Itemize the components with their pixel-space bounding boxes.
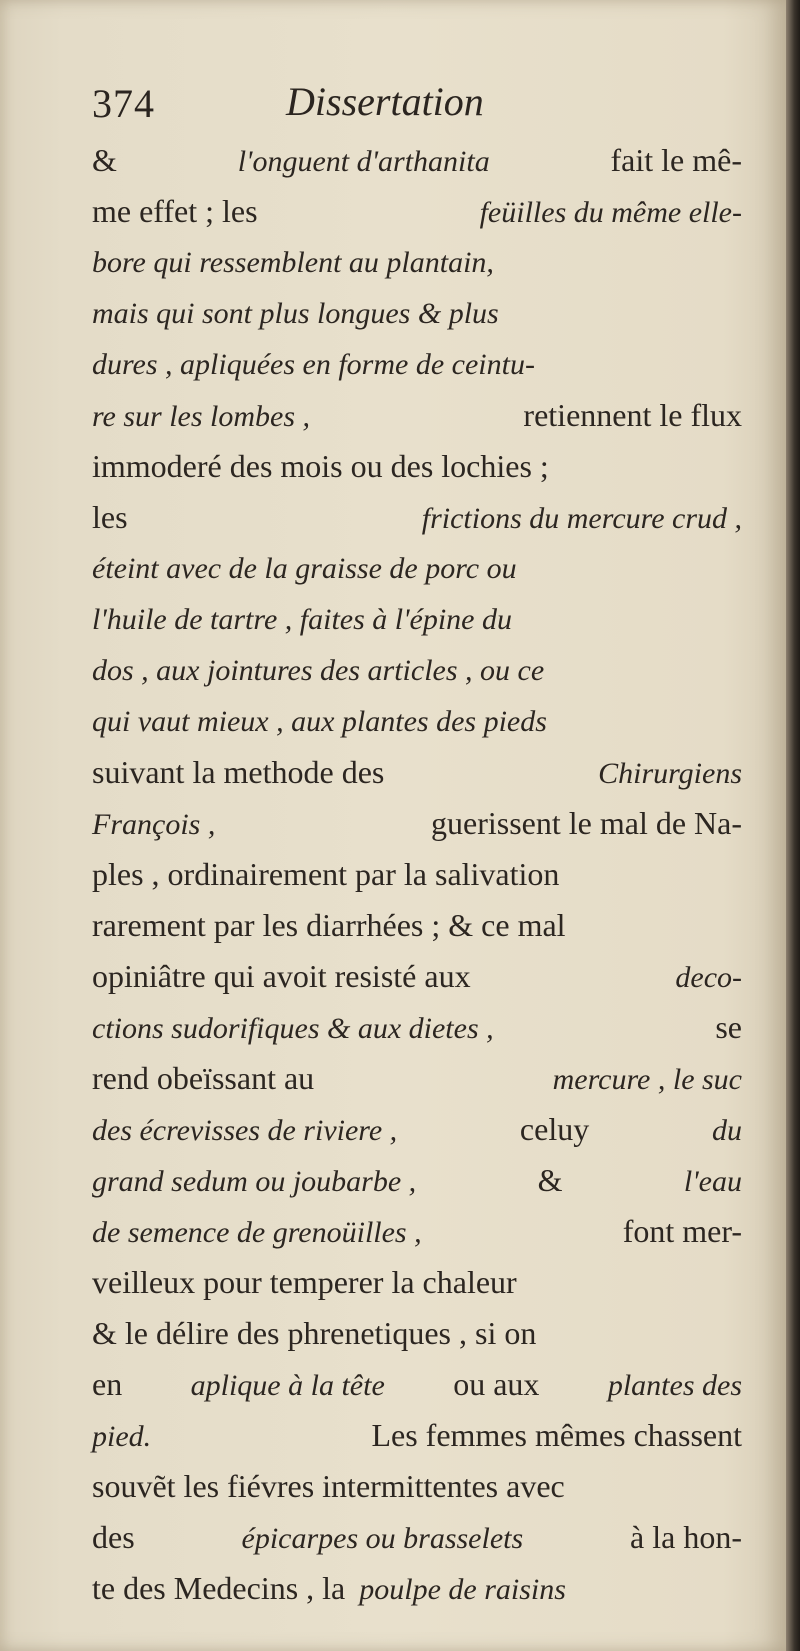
text-line xyxy=(92,339,742,390)
roman-text: & le délire des phrenetiques , si on xyxy=(92,1315,537,1351)
text-line xyxy=(92,1563,742,1614)
italic-text: frictions du mercure crud , xyxy=(421,502,742,535)
roman-text: me effet ; les xyxy=(92,193,258,229)
italic-text: épicarpes ou brasselets xyxy=(241,1522,524,1555)
italic-text: mercure , le suc xyxy=(552,1063,742,1096)
italic-text: bore qui ressemblent au plantain, xyxy=(92,246,494,279)
roman-text: suivant la methode des xyxy=(92,754,385,790)
italic-text: grand sedum ou joubarbe , xyxy=(92,1165,417,1198)
roman-text: souvẽt les fiévres intermittentes avec xyxy=(92,1468,565,1504)
italic-text: poulpe de raisins xyxy=(359,1573,566,1606)
text-line xyxy=(92,1002,742,1053)
italic-text: éteint avec de la graisse de porc ou xyxy=(92,552,517,585)
text-line xyxy=(92,1512,742,1563)
roman-text: font mer- xyxy=(622,1213,742,1249)
roman-text: & xyxy=(537,1162,563,1198)
text-line xyxy=(92,1206,742,1257)
text-line xyxy=(92,696,742,747)
roman-text: rarement par les diarrhées ; & ce mal xyxy=(92,907,566,943)
italic-text: ctions sudorifiques & aux dietes , xyxy=(92,1012,494,1045)
roman-text: ples , ordinairement par la salivation xyxy=(92,856,560,892)
italic-text: l'huile de tartre , faites à l'épine du xyxy=(92,603,512,636)
text-line xyxy=(92,186,742,237)
text-line xyxy=(92,288,742,339)
italic-text: mais qui sont plus longues & plus xyxy=(92,297,499,330)
text-line xyxy=(92,543,742,594)
roman-text: à la hon- xyxy=(630,1519,742,1555)
text-line xyxy=(92,747,742,798)
text-line xyxy=(92,1104,742,1155)
text-line xyxy=(92,900,742,951)
roman-text: rend obeïssant au xyxy=(92,1060,315,1096)
italic-text: de semence de grenoüilles , xyxy=(92,1216,422,1249)
italic-text: dures , apliquées en forme de ceintu- xyxy=(92,348,535,381)
text-line xyxy=(92,1308,742,1359)
roman-text: les xyxy=(92,499,128,535)
text-line xyxy=(92,1461,742,1512)
text-line xyxy=(92,1053,742,1104)
body-text xyxy=(92,135,742,1614)
italic-text: feüilles du même elle- xyxy=(479,196,742,229)
italic-text: Chirurgiens xyxy=(598,757,742,790)
roman-text: retiennent le flux xyxy=(523,397,742,433)
roman-text: veilleux pour temperer la chaleur xyxy=(92,1264,517,1300)
text-line xyxy=(92,135,742,186)
page-header xyxy=(92,78,692,138)
italic-text: l'eau xyxy=(683,1165,742,1198)
text-line xyxy=(92,951,742,1002)
text-line xyxy=(92,390,742,441)
text-line xyxy=(92,849,742,900)
roman-text: des xyxy=(92,1519,135,1555)
text-line xyxy=(92,1359,742,1410)
page-number: 374 xyxy=(92,81,155,126)
roman-text: se xyxy=(715,1009,742,1045)
roman-text: fait le mê- xyxy=(610,142,742,178)
text-line xyxy=(92,594,742,645)
text-line xyxy=(92,1155,742,1206)
page-edge xyxy=(786,0,800,1651)
roman-text: & xyxy=(92,142,117,178)
italic-text: re sur les lombes , xyxy=(92,400,311,433)
italic-text: plantes des xyxy=(607,1369,742,1402)
italic-text: du xyxy=(711,1114,742,1147)
text-line xyxy=(92,645,742,696)
roman-text: ou aux xyxy=(453,1366,540,1402)
text-line xyxy=(92,798,742,849)
roman-text: celuy xyxy=(519,1111,590,1147)
text-line xyxy=(92,1410,742,1461)
roman-text: en xyxy=(92,1366,123,1402)
italic-text: des écrevisses de riviere , xyxy=(92,1114,398,1147)
running-title: Dissertation xyxy=(286,79,484,124)
italic-text: dos , aux jointures des articles , ou ce xyxy=(92,654,545,687)
roman-text: te des Medecins , la xyxy=(92,1570,346,1606)
italic-text: aplique à la tête xyxy=(190,1369,385,1402)
roman-text: guerissent le mal de Na- xyxy=(431,805,742,841)
italic-text: l'onguent d'arthanita xyxy=(237,145,490,178)
italic-text: qui vaut mieux , aux plantes des pieds xyxy=(92,705,547,738)
italic-text: François , xyxy=(92,808,216,841)
roman-text: immoderé des mois ou des lochies ; xyxy=(92,448,549,484)
text-line xyxy=(92,441,742,492)
text-line xyxy=(92,237,742,288)
text-line xyxy=(92,1257,742,1308)
italic-text: pied. xyxy=(92,1420,152,1453)
text-line xyxy=(92,492,742,543)
roman-text: opiniâtre qui avoit resisté aux xyxy=(92,958,471,994)
roman-text: Les femmes mêmes chassent xyxy=(371,1417,742,1453)
italic-text: deco- xyxy=(675,961,742,994)
